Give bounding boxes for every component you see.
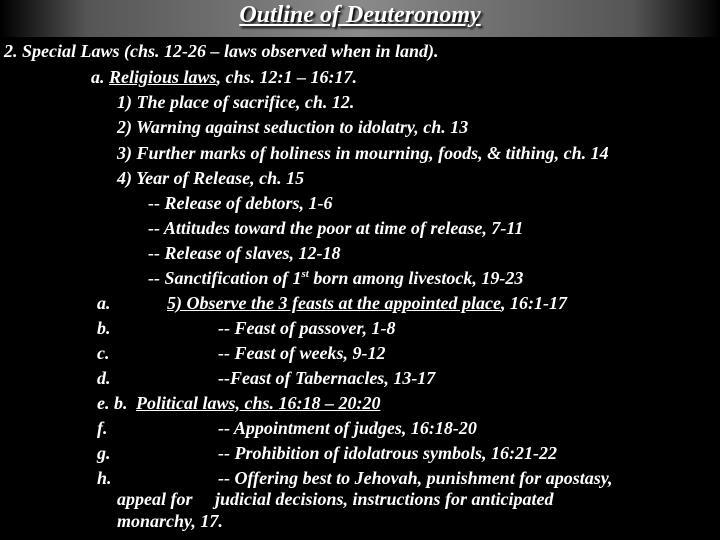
sub-item-3: -- Release of slaves, 12-18 xyxy=(148,243,341,263)
religious-laws-link: Religious laws xyxy=(109,67,217,87)
sub-item-4-sup: st xyxy=(301,268,309,280)
political-item-1: -- Appointment of judges, 16:18-20 xyxy=(218,418,477,438)
sub-item-1: -- Release of debtors, 1-6 xyxy=(148,193,333,213)
marker-c: c. xyxy=(97,343,110,363)
sub-item-2: -- Attitudes toward the poor at time of release, 7-11 xyxy=(148,218,524,238)
political-item-3: -- Offering best to Jehovah, punishment for apostasy, xyxy=(218,468,613,488)
marker-h: h. xyxy=(97,468,112,488)
outline-item-4: 4) Year of Release, ch. 15 xyxy=(117,168,305,188)
sub-item-4-post: born among livestock, 19-23 xyxy=(308,268,524,288)
outline-a xyxy=(91,67,357,87)
outline-item-2: 2) Warning against seduction to idolatry, ch. 13 xyxy=(117,117,469,137)
political-item-3-cont-1: appeal for judicial decisions, instructions for anticipated xyxy=(117,489,554,509)
page-title: Outline of Deuteronomy xyxy=(239,2,481,28)
marker-g: g. xyxy=(97,443,111,463)
outline-item-5-text: 5) Observe the 3 feasts at the appointed place xyxy=(167,293,501,313)
outline-item-5 xyxy=(167,293,567,313)
political-laws: Political laws, chs. 16:18 – 20:20 xyxy=(136,393,381,413)
sub-item-4-pre: -- Sanctification of 1 xyxy=(148,268,302,288)
feast-passover: -- Feast of passover, 1-8 xyxy=(218,318,396,338)
feast-tabernacles: --Feast of Tabernacles, 13-17 xyxy=(218,368,436,388)
outline-a-prefix: a. xyxy=(91,67,105,87)
marker-f: f. xyxy=(97,418,108,438)
outline-item-5-ref: , 16:1-17 xyxy=(500,293,567,313)
feast-weeks: -- Feast of weeks, 9-12 xyxy=(218,343,386,363)
political-item-2: -- Prohibition of idolatrous symbols, 16:21-22 xyxy=(218,443,558,463)
political-item-3-cont-2: monarchy, 17. xyxy=(117,511,223,531)
marker-e: e. b. xyxy=(97,393,128,413)
outline-item-3: 3) Further marks of holiness in mourning, foods, & tithing, ch. 14 xyxy=(117,143,609,163)
marker-b: b. xyxy=(97,318,111,338)
marker-a: a. xyxy=(97,293,111,313)
outline-item-1: 1) The place of sacrifice, ch. 12. xyxy=(117,92,355,112)
religious-laws-ref: , chs. 12:1 – 16:17. xyxy=(216,67,358,87)
section-heading: 2. Special Laws (chs. 12-26 – laws observed when in land). xyxy=(4,41,439,61)
sub-item-4 xyxy=(148,268,523,288)
marker-d: d. xyxy=(97,368,111,388)
